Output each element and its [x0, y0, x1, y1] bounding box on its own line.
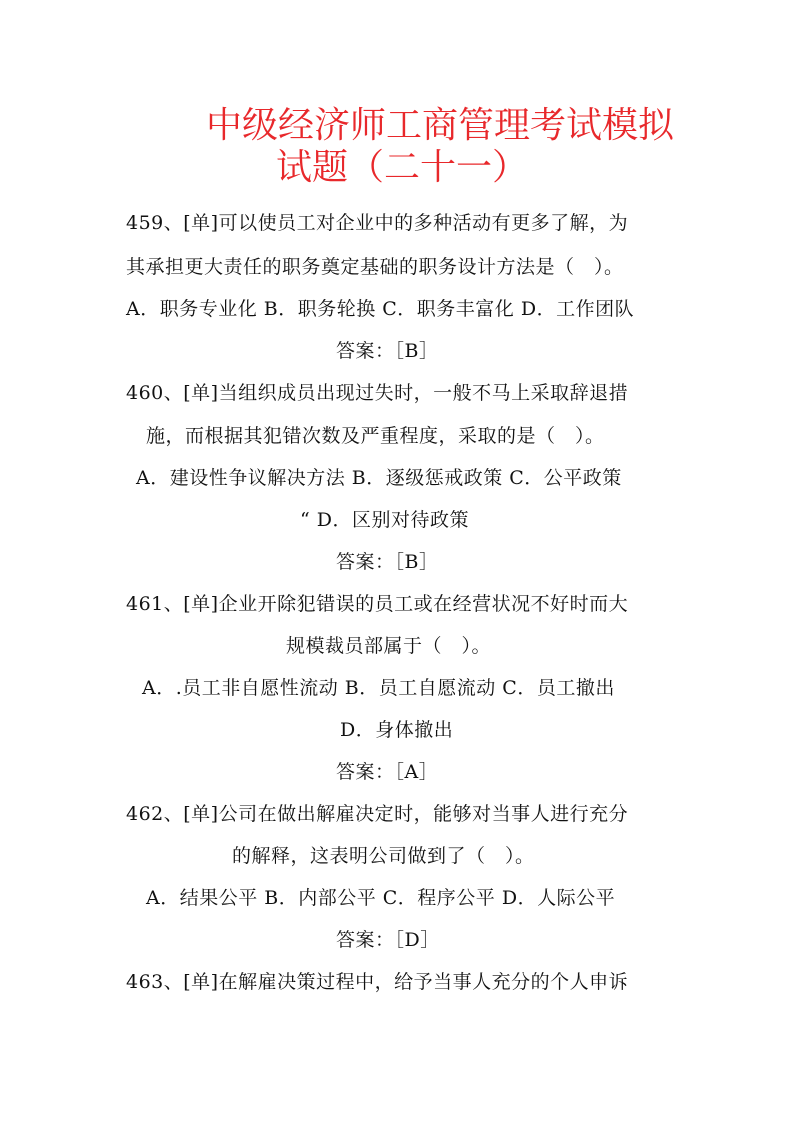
question-460-stem-line-2: 施，而根据其犯错次数及严重程度，采取的是（ ）。	[146, 425, 605, 447]
question-462-answer: 答案：［D］	[336, 929, 440, 951]
title-line-1: 中级经济师工商管理考试模拟	[206, 105, 675, 146]
question-460-options-line-1: A．建设性争议解决方法 B．逐级惩戒政策 C．公平政策	[136, 467, 622, 489]
question-460-options-line-2: “ D．区别对待政策	[300, 509, 469, 531]
question-459-options: A．职务专业化 B．职务轮换 C．职务丰富化 D．工作团队	[126, 298, 635, 320]
title-line-2: 试题（二十一）	[276, 147, 529, 188]
question-461-stem-line-1: 461、[单]企业开除犯错误的员工或在经营状况不好时而大	[126, 593, 629, 615]
question-461-answer: 答案：［A］	[336, 761, 439, 783]
question-460-stem-line-1: 460、[单]当组织成员出现过失时，一般不马上采取辞退措	[126, 382, 629, 404]
question-462-stem-line-1: 462、[单]公司在做出解雇决定时，能够对当事人进行充分	[126, 803, 629, 825]
question-460-answer: 答案：［B］	[336, 551, 439, 573]
question-461-stem-line-2: 规模裁员部属于（ ）。	[286, 635, 492, 657]
question-461-options-line-1: A．.员工非自愿性流动 B．员工自愿流动 C．员工撤出	[142, 677, 615, 699]
question-459-answer: 答案：［B］	[336, 340, 439, 362]
question-462-stem-line-2: 的解释，这表明公司做到了（ ）。	[232, 845, 535, 867]
question-459-stem-line-1: 459、[单]可以使员工对企业中的多种活动有更多了解，为	[126, 212, 629, 234]
question-462-options: A．结果公平 B．内部公平 C．程序公平 D．人际公平	[146, 887, 616, 909]
question-463-stem-line-1: 463、[单]在解雇决策过程中，给予当事人充分的个人申诉	[126, 971, 629, 993]
question-461-options-line-2: D．身体撤出	[340, 719, 454, 741]
question-459-stem-line-2: 其承担更大责任的职务奠定基础的职务设计方法是（ ）。	[126, 256, 624, 278]
